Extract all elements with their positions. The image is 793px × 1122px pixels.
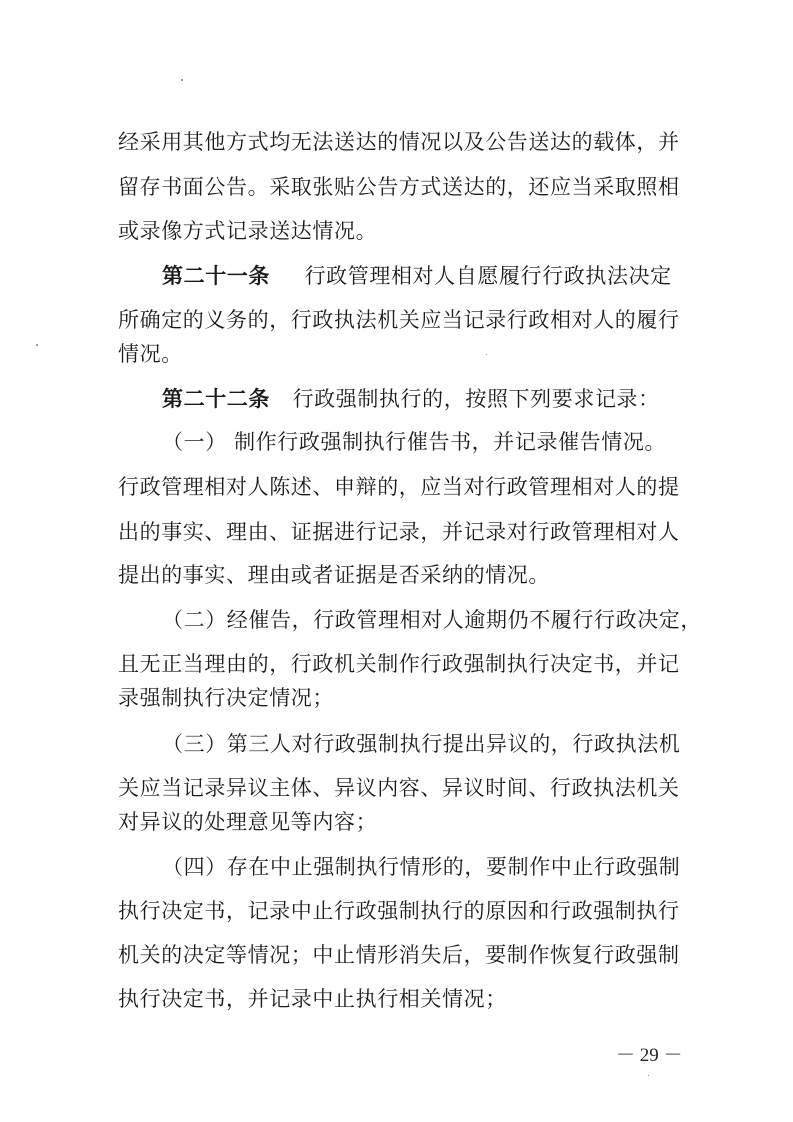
body-line: 关应当记录异议主体、异议内容、异议时间、行政执法机关 bbox=[118, 776, 680, 800]
article-22-line bbox=[162, 385, 722, 413]
scan-speck bbox=[36, 344, 38, 346]
scan-speck bbox=[486, 354, 487, 355]
body-line: 留存书面公告。采取张贴公告方式送达的，还应当采取照相 bbox=[118, 175, 680, 199]
page-number: － 29 － bbox=[616, 1045, 683, 1066]
body-line: 执行决定书，记录中止行政强制执行的原因和行政强制执行 bbox=[118, 899, 680, 923]
article-21-heading: 第二十一条 bbox=[162, 263, 270, 288]
article-22-heading: 第二十二条 bbox=[162, 386, 270, 411]
scan-speck bbox=[648, 1075, 649, 1076]
article-21-text: 行政管理相对人自愿履行行政执法决定 bbox=[304, 264, 672, 288]
body-line: 提出的事实、理由或者证据是否采纳的情况。 bbox=[118, 563, 550, 587]
body-line: 出的事实、理由、证据进行记录，并记录对行政管理相对人 bbox=[118, 520, 680, 544]
body-line: 经采用其他方式均无法送达的情况以及公告送达的载体，并 bbox=[118, 130, 680, 154]
body-line: 执行决定书，并记录中止执行相关情况； bbox=[118, 987, 507, 1011]
body-line: 机关的决定等情况；中止情形消失后，要制作恢复行政强制 bbox=[118, 943, 680, 967]
article-22-text: 行政强制执行的，按照下列要求记录： bbox=[292, 387, 660, 411]
body-line: 所确定的义务的，行政执法机关应当记录行政相对人的履行 bbox=[118, 308, 680, 332]
item-4-line: （四）存在中止强制执行情形的，要制作中止行政强制 bbox=[162, 855, 681, 879]
body-line: 行政管理相对人陈述、申辩的，应当对行政管理相对人的提 bbox=[118, 475, 680, 499]
item-3-line: （三）第三人对行政强制执行提出异议的，行政执法机 bbox=[162, 732, 681, 756]
body-line: 情况。 bbox=[118, 342, 183, 366]
item-1-line: （一） 制作行政强制执行催告书，并记录催告情况。 bbox=[162, 430, 667, 454]
body-line: 且无正当理由的，行政机关制作行政强制执行决定书，并记 bbox=[118, 652, 680, 676]
body-line: 录强制执行决定情况； bbox=[118, 686, 334, 710]
article-21-line bbox=[162, 262, 722, 290]
body-line: 对异议的处理意见等内容； bbox=[118, 810, 378, 834]
item-2-line: （二）经催告，行政管理相对人逾期仍不履行行政决定， bbox=[162, 608, 702, 632]
scan-speck bbox=[181, 79, 183, 81]
body-line: 或录像方式记录送达情况。 bbox=[118, 219, 378, 243]
